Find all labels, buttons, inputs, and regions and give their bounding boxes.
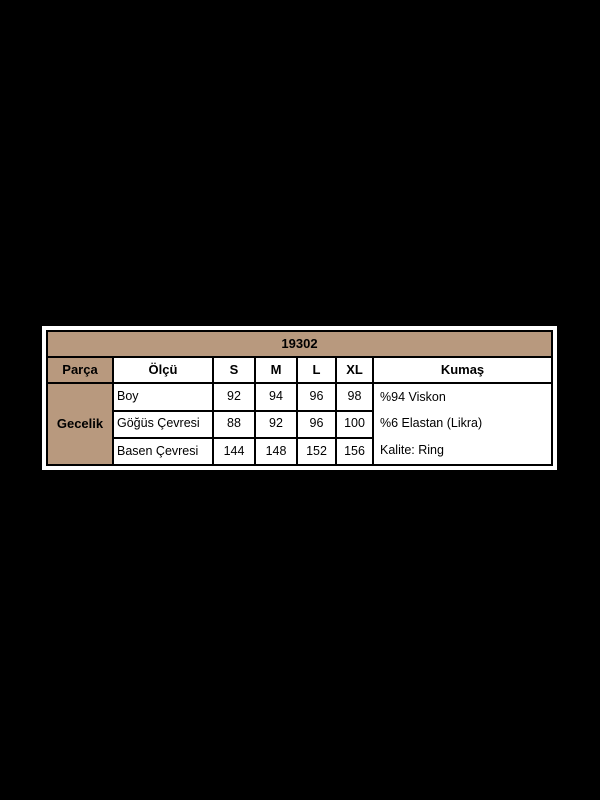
- part-name-cell: Gecelik: [47, 383, 113, 465]
- col-header-xl: XL: [336, 357, 373, 383]
- size-chart-frame: [42, 326, 557, 470]
- value-basen-l: 152: [297, 438, 336, 465]
- col-header-m: M: [255, 357, 297, 383]
- measure-label-gogus: Göğüs Çevresi: [113, 411, 213, 438]
- value-gogus-s: 88: [213, 411, 255, 438]
- col-header-l: L: [297, 357, 336, 383]
- measure-label-boy: Boy: [113, 383, 213, 410]
- fabric-info-lines: [377, 384, 548, 464]
- fabric-line-viskon: %94 Viskon: [380, 389, 446, 404]
- value-boy-m: 94: [255, 383, 297, 410]
- value-gogus-m: 92: [255, 411, 297, 438]
- value-basen-xl: 156: [336, 438, 373, 465]
- value-boy-xl: 98: [336, 383, 373, 410]
- fabric-info-cell: [373, 383, 552, 465]
- table-row-boy: [47, 383, 552, 410]
- title-row: [47, 331, 552, 357]
- value-gogus-xl: 100: [336, 411, 373, 438]
- col-header-olcu: Ölçü: [113, 357, 213, 383]
- value-boy-l: 96: [297, 383, 336, 410]
- col-header-parca: Parça: [47, 357, 113, 383]
- value-boy-s: 92: [213, 383, 255, 410]
- value-basen-s: 144: [213, 438, 255, 465]
- fabric-line-elastan: %6 Elastan (Likra): [380, 416, 483, 431]
- product-code: 19302: [47, 331, 552, 357]
- size-chart-table: [46, 330, 553, 466]
- value-basen-m: 148: [255, 438, 297, 465]
- fabric-line-kalite: Kalite: Ring: [380, 442, 444, 457]
- header-row: [47, 357, 552, 383]
- measure-label-basen: Basen Çevresi: [113, 438, 213, 465]
- col-header-kumas: Kumaş: [373, 357, 552, 383]
- value-gogus-l: 96: [297, 411, 336, 438]
- col-header-s: S: [213, 357, 255, 383]
